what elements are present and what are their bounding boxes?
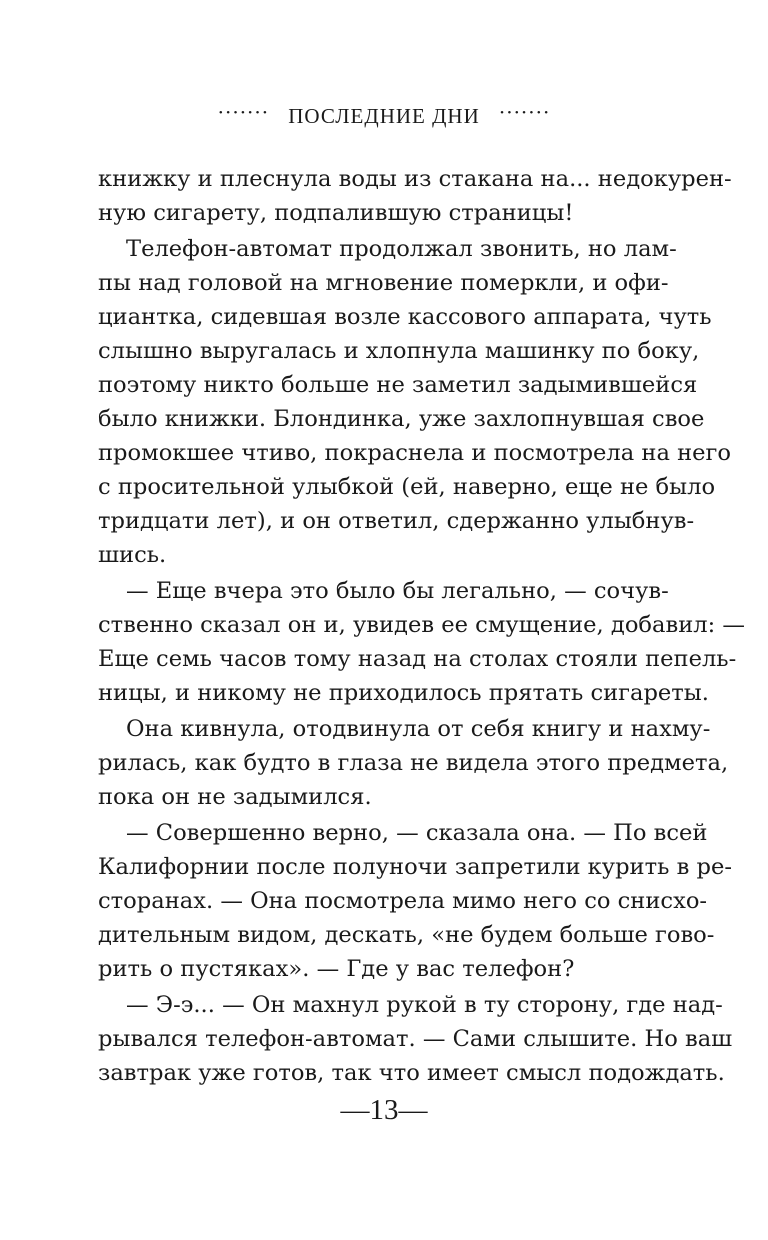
page-number: —13— xyxy=(340,1094,428,1126)
text-line: поэтому никто больше не заметил задымившейся xyxy=(98,372,698,398)
text-line: Калифорнии после полуночи запретили курить в ре- xyxy=(98,854,732,880)
text-line: завтрак уже готов, так что имеет смысл подождать. xyxy=(98,1060,725,1086)
text-line: сторанах. — Она посмотрела мимо него со снисхо- xyxy=(98,888,708,914)
text-line: Она кивнула, отодвинула от себя книгу и нахму- xyxy=(126,716,711,742)
text-line: — Э-э... — Он махнул рукой в ту сторону, где над- xyxy=(126,992,723,1018)
text-line: слышно выругалась и хлопнула машинку по боку, xyxy=(98,338,700,364)
text-line: ную сигарету, подпалившую страницы! xyxy=(98,200,574,226)
text-line: ственно сказал он и, увидев ее смущение, добавил: — xyxy=(98,612,746,638)
text-line: с просительной улыбкой (ей, наверно, еще не было xyxy=(98,474,716,500)
text-line: Еще семь часов тому назад на столах стояли пепель- xyxy=(98,646,737,672)
text-line: книжку и плеснула воды из стакана на... недокурен- xyxy=(98,166,732,192)
text-line: рилась, как будто в глаза не видела этого предмета, xyxy=(98,750,729,776)
text-line: рывался телефон-автомат. — Сами слышите. Но ваш xyxy=(98,1026,733,1052)
text-line: Телефон-автомат продолжал звонить, но лам- xyxy=(126,236,677,262)
text-line: — Еще вчера это было бы легально, — сочув- xyxy=(126,578,669,604)
text-line: — Совершенно верно, — сказала она. — По всей xyxy=(126,820,708,846)
text-line: ницы, и никому не приходилось прятать сигареты. xyxy=(98,680,709,706)
text-line: циантка, сидевшая возле кассового аппарата, чуть xyxy=(98,304,712,330)
header-ornament-left: ······· xyxy=(217,99,270,124)
text-line: было книжки. Блондинка, уже захлопнувшая свое xyxy=(98,406,705,432)
text-line: пока он не задымился. xyxy=(98,784,372,810)
text-line: дительным видом, дескать, «не будем больше гово- xyxy=(98,922,715,948)
text-line: рить о пустяках». — Где у вас телефон? xyxy=(98,956,575,982)
text-line: пы над головой на мгновение померкли, и офи- xyxy=(98,270,669,296)
text-line: тридцати лет), и он ответил, сдержанно улыбнув- xyxy=(98,508,695,534)
running-header xyxy=(0,99,768,136)
header-ornament-right: ······· xyxy=(498,99,551,124)
text-line: промокшее чтиво, покраснела и посмотрела на него xyxy=(98,440,731,466)
text-line: шись. xyxy=(98,542,167,568)
running-header-title: ПОСЛЕДНИЕ ДНИ xyxy=(288,104,480,128)
